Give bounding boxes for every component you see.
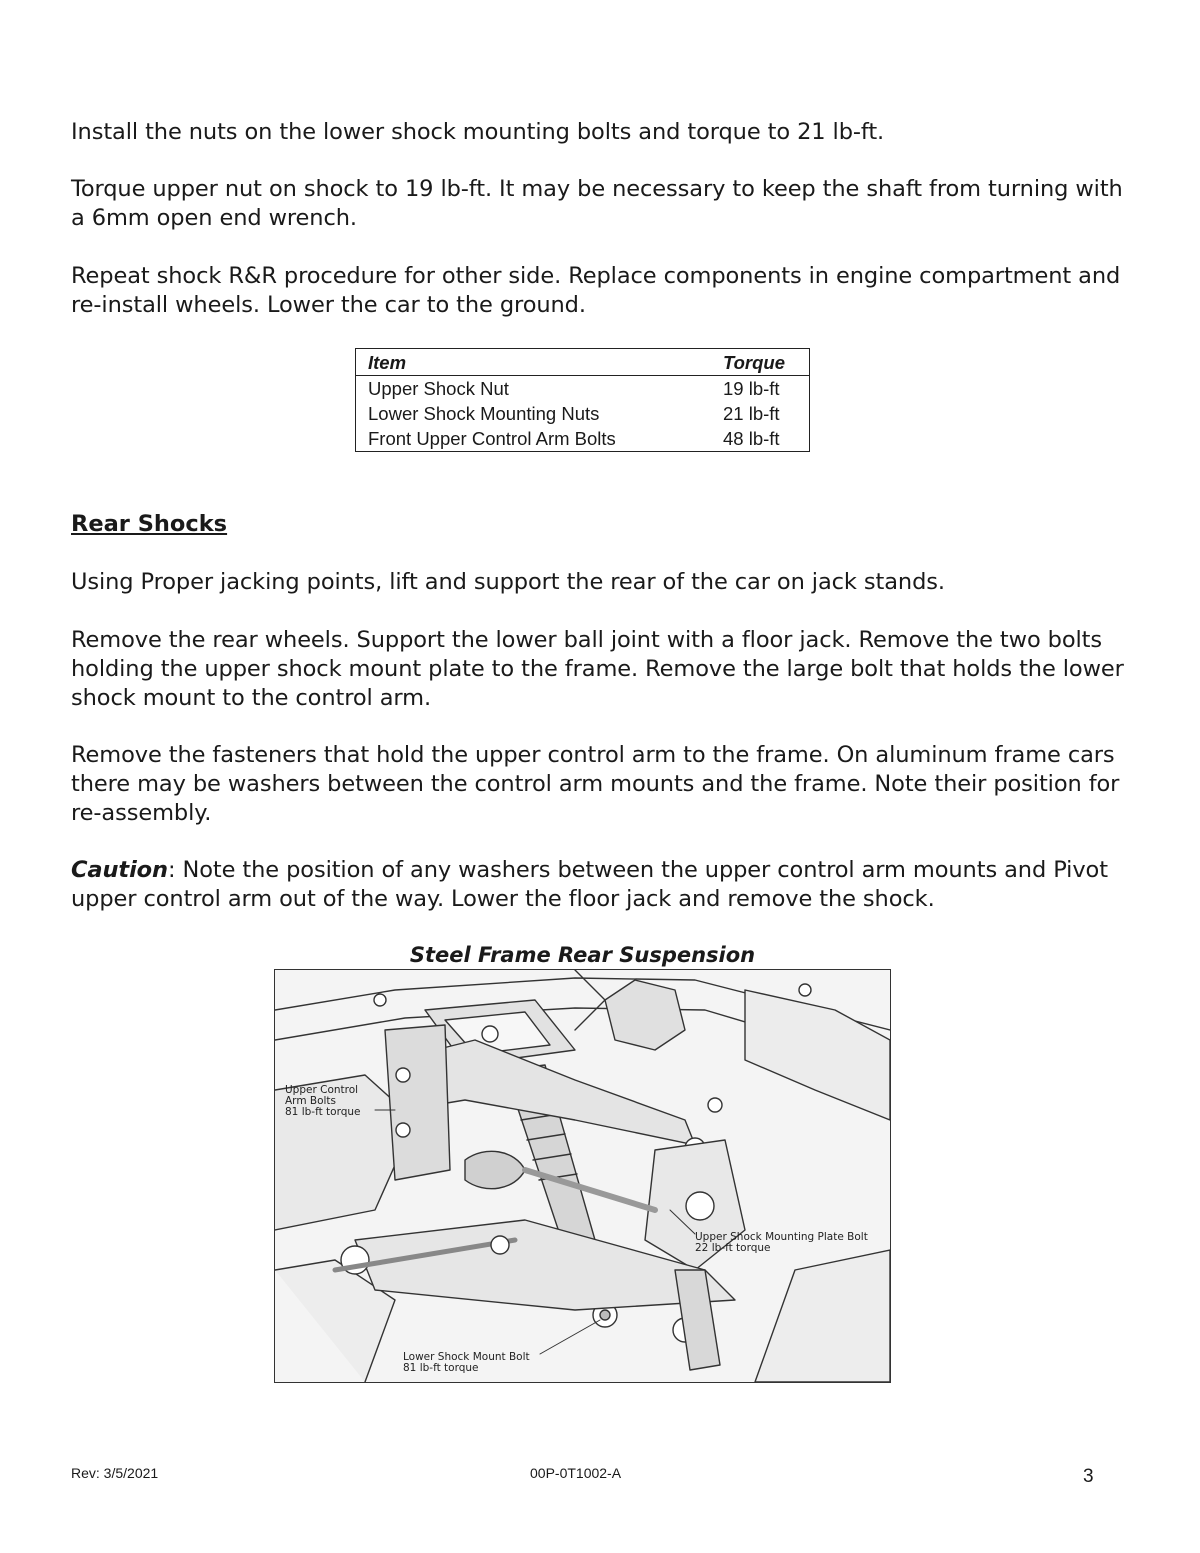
footer-revision: Rev: 3/5/2021	[71, 1465, 159, 1481]
paragraph-remove-wheels: Remove the rear wheels. Support the lower ball joint with a floor jack. Remove the two bolts holding the upper shock mount plate to the frame. Remove the large bolt that holds the lower shock mount to the control arm.	[71, 627, 1124, 711]
row-item: Upper Shock Nut	[368, 378, 509, 399]
row-torque: 21 lb-ft	[723, 403, 780, 424]
callout-line: 22 lb-ft torque	[695, 1242, 771, 1254]
paragraph-jacking: Using Proper jacking points, lift and support the rear of the car on jack stands.	[71, 569, 945, 595]
row-item: Front Upper Control Arm Bolts	[368, 428, 616, 449]
row-item: Lower Shock Mounting Nuts	[368, 403, 600, 424]
caution-label: Caution	[71, 857, 168, 883]
section-heading: Rear Shocks	[71, 511, 228, 537]
suspension-drawing	[275, 970, 890, 1382]
callout-upper-arm-bolts	[285, 1085, 361, 1118]
callout-line: 81 lb-ft torque	[403, 1362, 479, 1374]
paragraph-lower-nuts: Install the nuts on the lower shock mounting bolts and torque to 21 lb-ft.	[71, 119, 885, 145]
callout-line: Upper Shock Mounting Plate Bolt	[695, 1231, 868, 1243]
torque-table-header	[356, 349, 810, 376]
paragraph-caution	[71, 856, 1131, 914]
callout-line: Upper Control	[285, 1084, 359, 1096]
callout-line: 81 lb-ft torque	[285, 1106, 361, 1118]
callout-upper-shock-plate-bolt	[695, 1232, 868, 1254]
table-row	[356, 376, 810, 402]
footer-doc-number: 00P-0T1002-A	[530, 1465, 622, 1481]
header-torque: Torque	[723, 349, 810, 376]
row-torque: 19 lb-ft	[723, 378, 780, 399]
caution-text: : Note the position of any washers between the upper control arm mounts and Pivot upper control arm out of the way. Lower the floor jack and remove the shock.	[71, 857, 1108, 912]
row-torque: 48 lb-ft	[723, 428, 780, 449]
figure-title: Steel Frame Rear Suspension	[409, 943, 756, 967]
table-row	[356, 426, 810, 452]
paragraph-upper-nut: Torque upper nut on shock to 19 lb-ft. It may be necessary to keep the shaft from turning with a 6mm open end wrench.	[71, 176, 1123, 231]
table-row	[356, 401, 810, 426]
page-number: 3	[1083, 1466, 1094, 1487]
header-item: Item	[356, 349, 724, 376]
torque-table	[355, 348, 810, 452]
callout-line: Arm Bolts	[285, 1095, 337, 1107]
suspension-figure	[274, 969, 891, 1383]
paragraph-repeat-procedure: Repeat shock R&R procedure for other side. Replace components in engine compartment and re-install wheels. Lower the car to the ground.	[71, 263, 1121, 318]
callout-line: Lower Shock Mount Bolt	[403, 1351, 530, 1363]
paragraph-remove-fasteners: Remove the fasteners that hold the upper control arm to the frame. On aluminum frame cars there may be washers between the control arm mounts and the frame. Note their position for re-assembly.	[71, 742, 1120, 826]
callout-lower-shock-mount-bolt	[403, 1352, 530, 1374]
